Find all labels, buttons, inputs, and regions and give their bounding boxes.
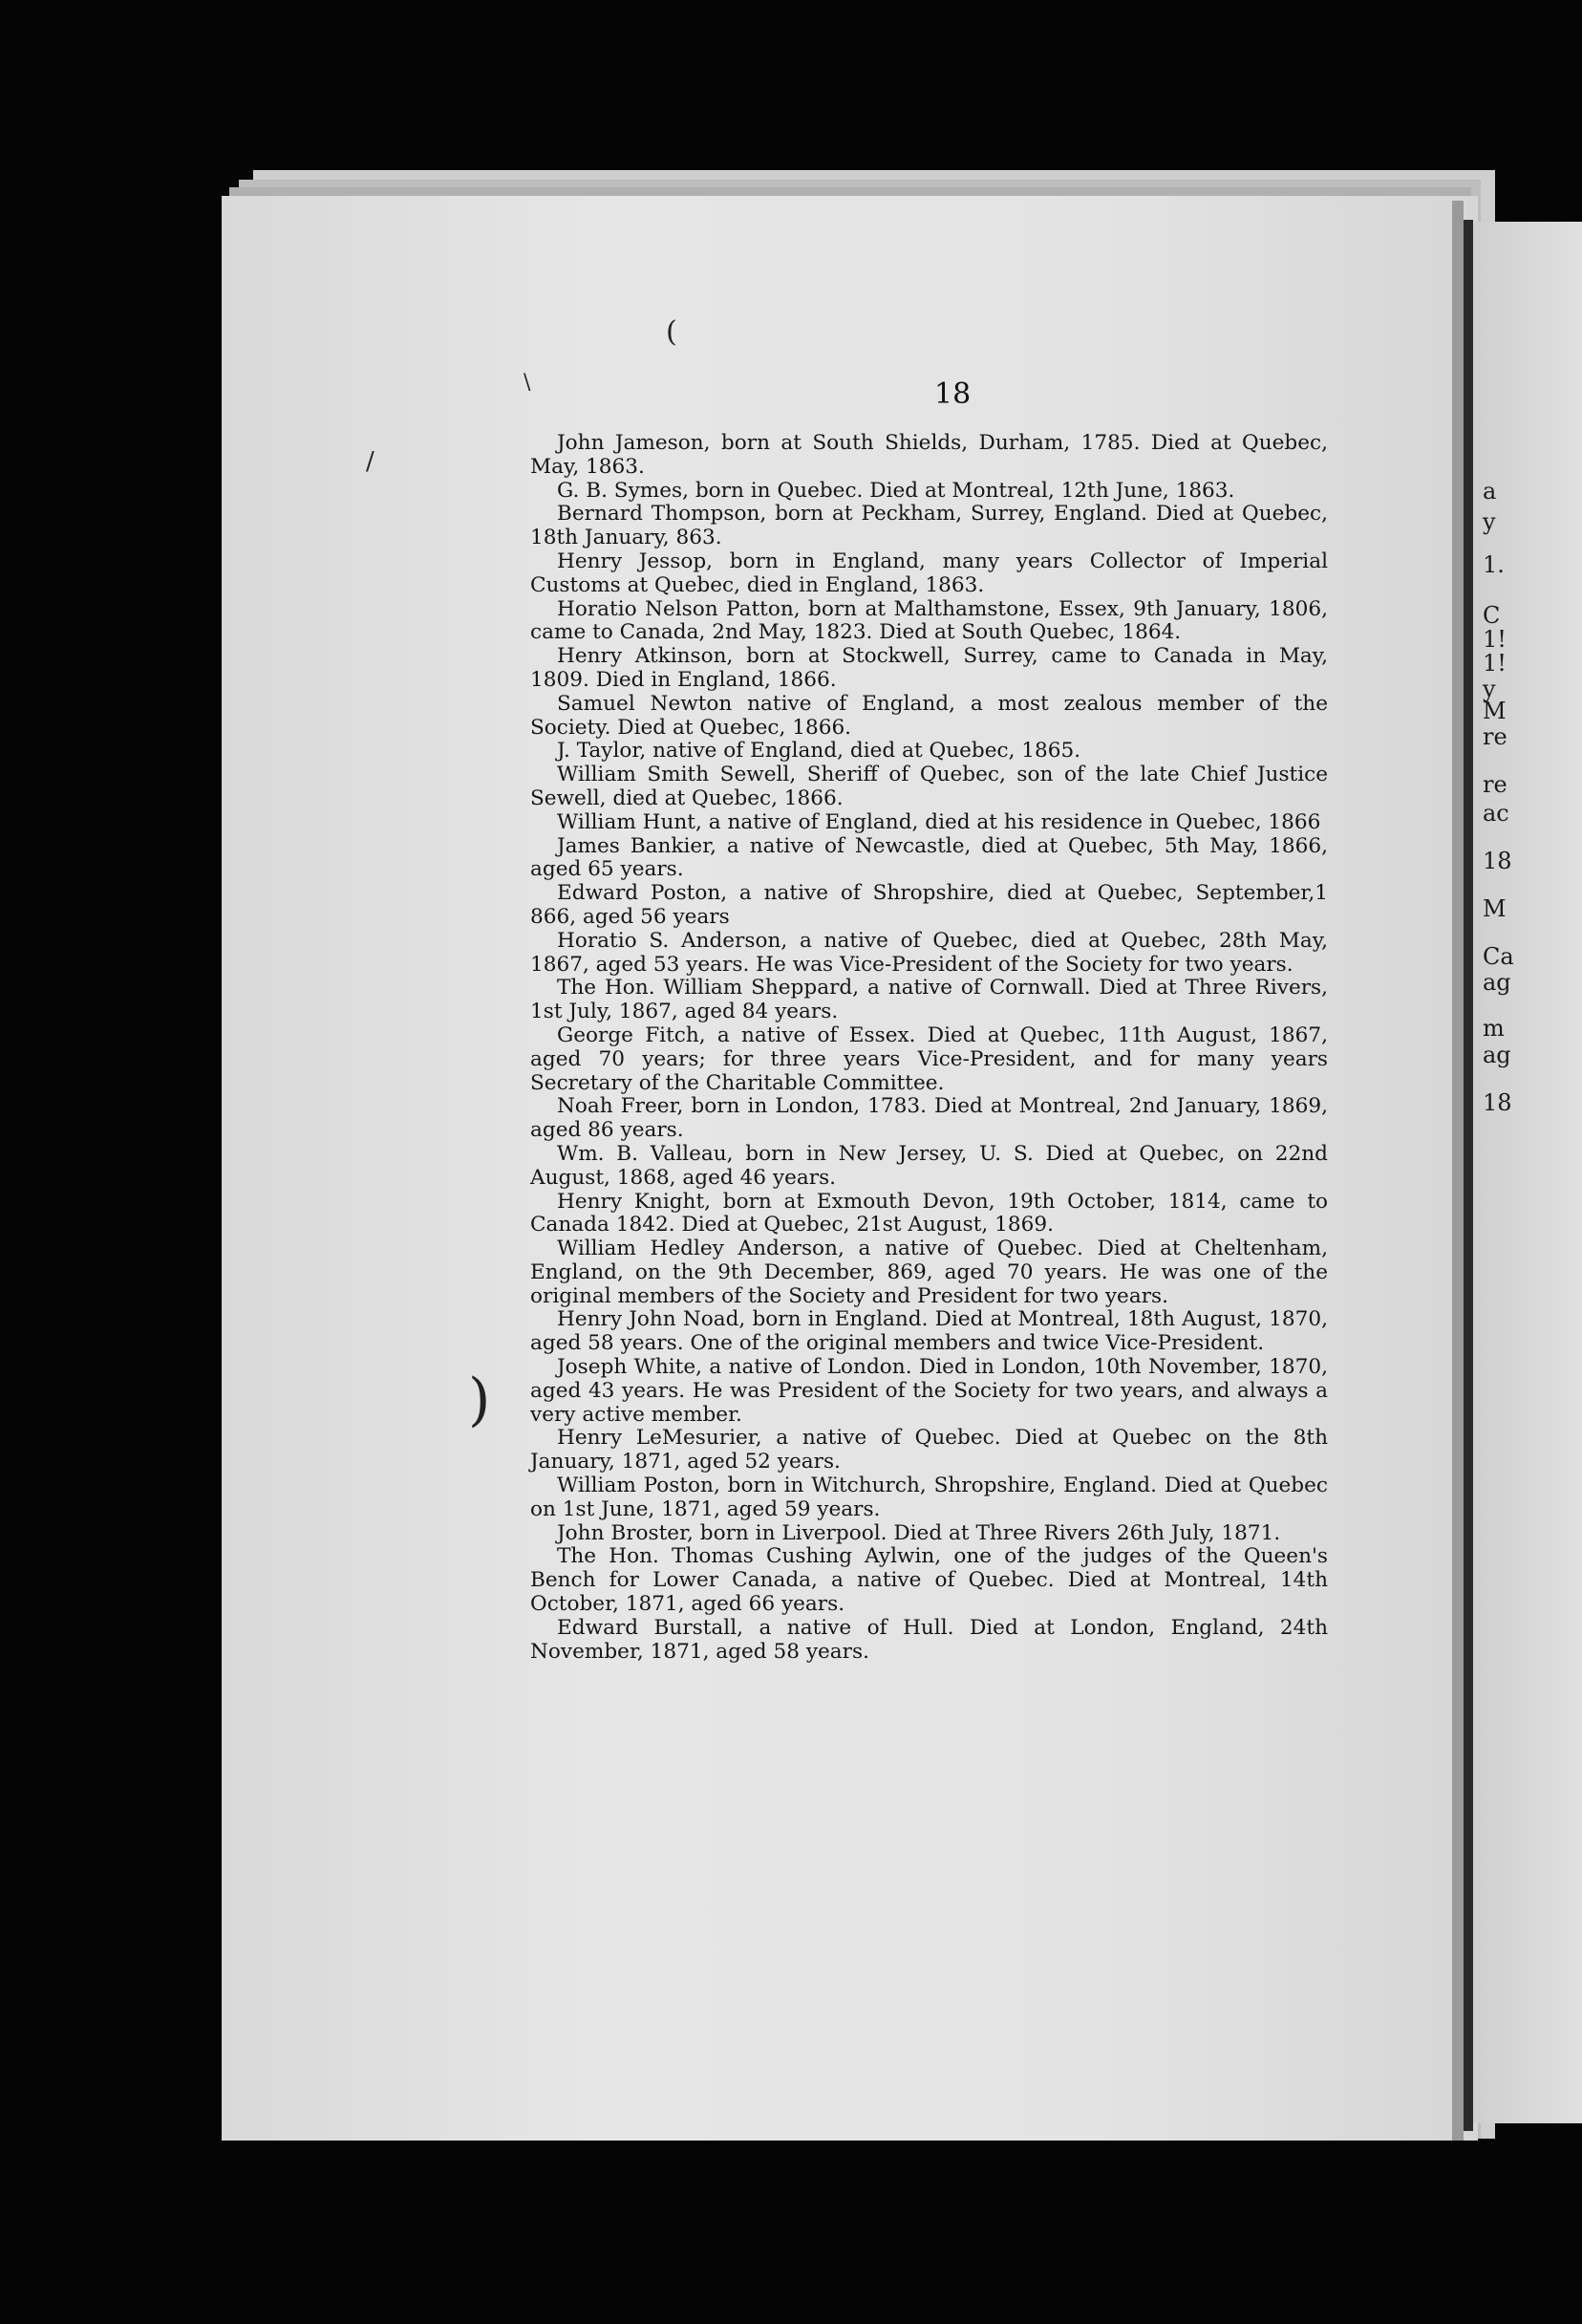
entry: Wm. B. Valleau, born in New Jersey, U. S. Died at Quebec, on 22nd August, 1868, aged 46 years. bbox=[530, 1141, 1328, 1190]
entry: Henry John Noad, born in England. Died at Montreal, 18th August, 1870, aged 58 years. One of the original members and twice Vice-President. bbox=[530, 1307, 1328, 1356]
entry: William Hedley Anderson, a native of Quebec. Died at Cheltenham, England, on the 9th December, 869, aged 70 years. He was one of the original members of the Society and President for two years. bbox=[530, 1237, 1328, 1308]
entry: The Hon. Thomas Cushing Aylwin, one of the judges of the Queen's Bench for Lower Canada, a native of Quebec. Died at Montreal, 14th October, 1871, aged 66 years. bbox=[530, 1544, 1328, 1617]
adjacent-page-fragment: 1. bbox=[1483, 551, 1505, 578]
entry: J. Taylor, native of England, died at Quebec, 1865. bbox=[557, 739, 1081, 764]
adjacent-page-fragment: y bbox=[1483, 676, 1496, 702]
adjacent-page-fragment: re bbox=[1483, 723, 1507, 750]
entry: Samuel Newton native of England, a most zealous member of the Society. Died at Quebec, 1866. bbox=[530, 691, 1328, 740]
adjacent-page-fragment: ag bbox=[1483, 969, 1511, 996]
entry: Edward Burstall, a native of Hull. Died at London, England, 24th November, 1871, aged 58 years. bbox=[530, 1615, 1328, 1664]
adjacent-page-fragment: Ca bbox=[1483, 943, 1514, 970]
entry: G. B. Symes, born in Quebec. Died at Montreal, 12th June, 1863. bbox=[557, 478, 1235, 503]
adjacent-page-fragment: ac bbox=[1483, 800, 1509, 827]
entries-list bbox=[530, 432, 1328, 1664]
adjacent-page-fragment: m bbox=[1483, 1015, 1505, 1042]
entry: Henry Jessop, born in England, many years Collector of Imperial Customs at Quebec, died in England, 1863. bbox=[530, 549, 1328, 597]
entry: Henry Knight, born at Exmouth Devon, 19th October, 1814, came to Canada 1842. Died at Quebec, 21st August, 1869. bbox=[530, 1189, 1328, 1237]
entry: John Broster, born in Liverpool. Died at Three Rivers 26th July, 1871. bbox=[557, 1520, 1281, 1545]
pencil-mark: ( bbox=[666, 315, 677, 349]
entry: The Hon. William Sheppard, a native of Cornwall. Died at Three Rivers, 1st July, 1867, aged 84 years. bbox=[530, 976, 1328, 1024]
entry: Henry Atkinson, born at Stockwell, Surrey, came to Canada in May, 1809. Died in England, 1866. bbox=[530, 644, 1328, 692]
page-fold bbox=[1452, 201, 1464, 2141]
entry: Edward Poston, a native of Shropshire, died at Quebec, September,1 866, aged 56 years bbox=[530, 881, 1328, 929]
adjacent-page-fragment: a bbox=[1483, 478, 1497, 505]
adjacent-page-fragment: 18 bbox=[1483, 1089, 1512, 1116]
adjacent-page-fragment: M bbox=[1483, 698, 1507, 724]
pencil-mark: \ bbox=[524, 371, 531, 395]
adjacent-page bbox=[1473, 222, 1582, 2123]
entry: William Smith Sewell, Sheriff of Quebec, son of the late Chief Justice Sewell, died at Quebec, 1866. bbox=[530, 763, 1328, 810]
adjacent-page-fragment: y bbox=[1483, 508, 1496, 535]
adjacent-page-fragment: M bbox=[1483, 895, 1507, 922]
entry: William Hunt, a native of England, died at his residence in Quebec, 1866 bbox=[557, 809, 1321, 834]
adjacent-page-fragment: re bbox=[1483, 771, 1507, 798]
entry: Bernard Thompson, born at Peckham, Surrey, England. Died at Quebec, 18th January, 863. bbox=[530, 502, 1328, 550]
adjacent-page-fragment: 1! bbox=[1483, 650, 1507, 677]
pencil-mark: / bbox=[366, 447, 374, 476]
pencil-mark: ) bbox=[468, 1366, 491, 1433]
adjacent-page-fragment: C bbox=[1483, 602, 1501, 629]
adjacent-page-fragment: 1! bbox=[1483, 626, 1507, 653]
entry: Henry LeMesurier, a native of Quebec. Died at Quebec on the 8th January, 1871, aged 52 years. bbox=[530, 1426, 1328, 1474]
adjacent-page-fragment: ag bbox=[1483, 1042, 1511, 1068]
entry: John Jameson, born at South Shields, Durham, 1785. Died at Quebec, May, 1863. bbox=[530, 431, 1328, 479]
page-number: 18 bbox=[934, 377, 972, 411]
entry: James Bankier, a native of Newcastle, died at Quebec, 5th May, 1866, aged 65 years. bbox=[530, 833, 1328, 882]
entry: Noah Freer, born in London, 1783. Died at Montreal, 2nd January, 1869, aged 86 years. bbox=[530, 1094, 1328, 1143]
entry: William Poston, born in Witchurch, Shropshire, England. Died at Quebec on 1st June, 1871, aged 59 years. bbox=[530, 1474, 1328, 1521]
entry: Horatio S. Anderson, a native of Quebec, died at Quebec, 28th May, 1867, aged 53 years. He was Vice-President of the Society for two years. bbox=[530, 928, 1328, 977]
adjacent-page-fragment: 18 bbox=[1483, 848, 1512, 874]
gutter-shadow bbox=[1464, 220, 1473, 2131]
entry: George Fitch, a native of Essex. Died at Quebec, 11th August, 1867, aged 70 years; for three years Vice-President, and for many years Secretary of the Charitable Committee. bbox=[530, 1022, 1328, 1095]
entry: Joseph White, a native of London. Died in London, 10th November, 1870, aged 43 years. He was President of the Society for two years, and always a very active member. bbox=[530, 1355, 1328, 1427]
entry: Horatio Nelson Patton, born at Malthamstone, Essex, 9th January, 1806, came to Canada, 2nd May, 1823. Died at South Quebec, 1864. bbox=[530, 596, 1328, 645]
